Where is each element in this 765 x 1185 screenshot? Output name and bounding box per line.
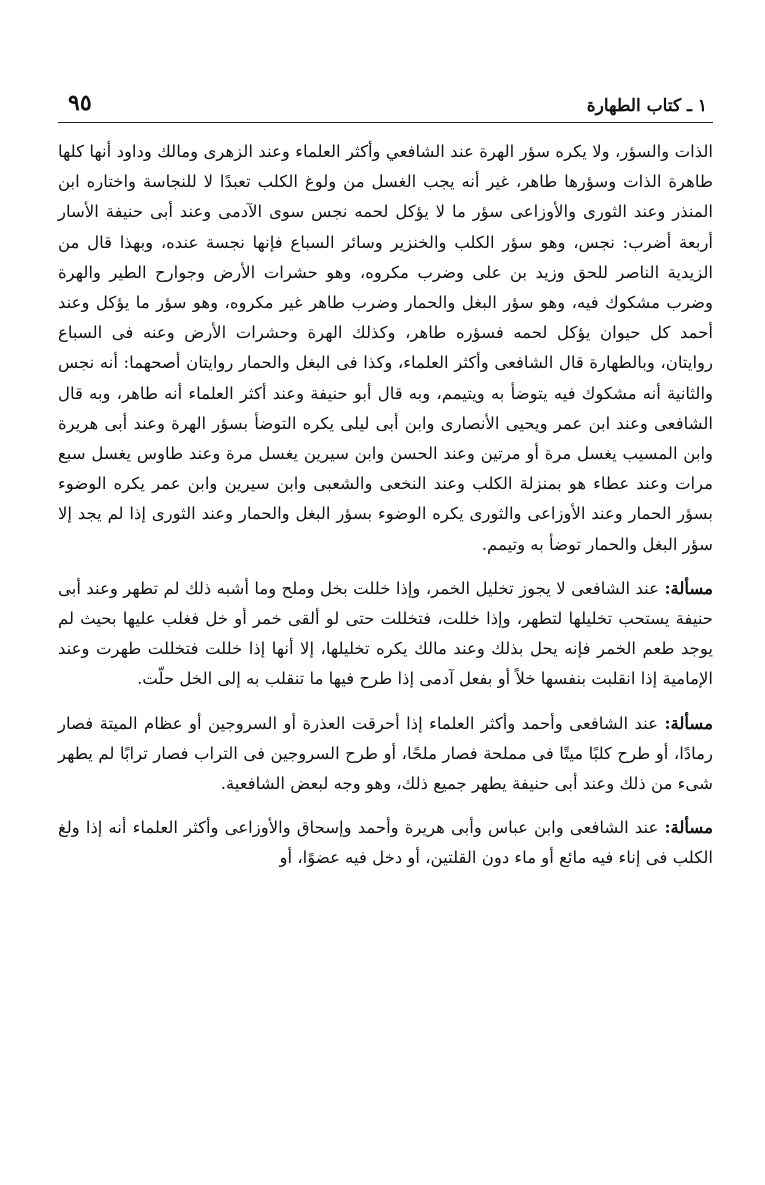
issue-term: مسألة:	[664, 818, 713, 838]
paragraph-wine-vinegar	[58, 574, 713, 695]
chapter-title: ١ ـ كتاب الطهارة	[586, 96, 707, 116]
issue-term: مسألة:	[664, 578, 713, 598]
body-text	[58, 137, 713, 874]
paragraph-text: عند الشافعى لا يجوز تخليل الخمر، وإذا خللت بخل وملح وما أشبه ذلك لم تطهر وعند أبى حنيفة يستحب تخليلها لتطهر، وإذا خللت، فتخللت حتى لو ألقى خمر أو خل فغلب عليها بحيث لم يوجد طعم الخمر فإنه يحل بذلك وعند مالك يكره تخليلها، إلا أنها إذا خللت فتخللت طهرت وعند الإمامية إذا انقلبت بنفسها خلاً أو بفعل آدمى إذا طرح فيها ما تنقلب به إلى الخل حلّت.	[58, 578, 713, 689]
page-number: ٩٥	[68, 90, 92, 116]
paragraph-dog-licking	[58, 813, 713, 873]
running-header	[58, 86, 713, 123]
issue-term: مسألة:	[664, 713, 713, 733]
paragraph-burnt-impurity	[58, 709, 713, 800]
paragraph-intro	[58, 137, 713, 560]
paragraph-text: عند الشافعى وأحمد وأكثر العلماء إذا أحرقت العذرة أو السروجين أو عظام الميتة فصار رمادًا، أو طرح كلبًا ميتًا فى مملحة فصار ملحًا، أو طرح السروجين فى التراب فصار ترابًا لم يطهر شىء من ذلك وعند أبى حنيفة يطهر جميع ذلك، وهو وجه لبعض الشافعية.	[58, 713, 713, 794]
paragraph-text: عند الشافعى وابن عباس وأبى هريرة وأحمد وإسحاق والأوزاعى وأكثر العلماء أنه إذا ولغ الكلب فى إناء فيه مائع أو ماء دون القلتين، أو دخل فيه عضوًا، أو	[58, 818, 713, 868]
paragraph-text: الذات والسؤر، ولا يكره سؤر الهرة عند الشافعي وأكثر العلماء وعند الزهرى ومالك وداود أنها كلها طاهرة الذات وسؤرها طاهر، غير أنه يجب الغسل من ولوغ الكلب تعبدًا لا للنجاسة واختاره ابن المنذر وعند الثورى والأوزاعى سؤر ما لا يؤكل لحمه نجس سوى الآدمى وعند أبى حنيفة الأسار أربعة أضرب: نجس، وهو سؤر الكلب والخنزير وسائر السباع فإنها نجسة عنده، وبهذا قال من الزيدية الناصر للحق وزيد بن على وضرب مكروه، وهو حشرات الأرض وجوارح الطير والهرة وضرب مشكوك فيه، وهو سؤر البغل والحمار وضرب طاهر غير مكروه، وهو سؤر ما يؤكل وعند أحمد كل حيوان يؤكل لحمه فسؤره طاهر، وكذلك الهرة وحشرات الأرض وعنه فى السباع روايتان، وبالطهارة قال الشافعى وأكثر العلماء، وكذا فى البغل والحمار روايتان أصحهما: أنه نجس والثانية أنه مشكوك فيه يتوضأ به ويتيمم، وبه قال أبو حنيفة وعند أكثر العلماء أنه طاهر، وبه قال الشافعى وعند ابن عمر ويحيى الأنصارى وابن أبى ليلى يكره التوضأ بسؤر الهرة وعند أبى هريرة وابن المسيب يغسل مرة أو مرتين وعند الحسن وابن سيرين يغسل مرة وعند طاوس يغسل سبع مرات وعند عطاء هو بمنزلة الكلب وعند النخعى والشعبى وابن سيرين وابن عمر يكره الوضوء بسؤر الحمار وعند الأوزاعى والثورى يكره الوضوء بسؤر البغل والحمار وعند الثورى إذا لم يجد إلا سؤر البغل والحمار توضأ به وتيمم.	[58, 142, 713, 554]
